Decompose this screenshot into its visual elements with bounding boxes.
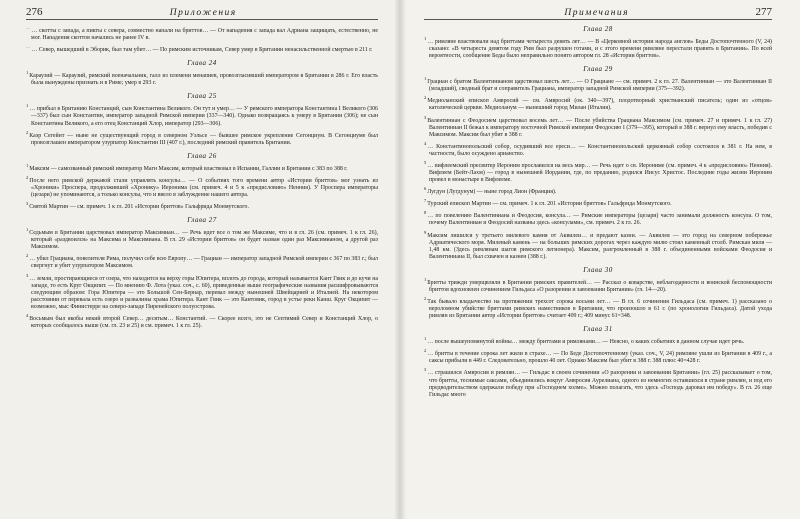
footnote-text: Лугдун (Лугдунум) — ныне город Лион (Франция). <box>427 189 557 196</box>
footnote-text: Медиоланский епископ Амвросий — см. Амвросий (ок. 340—397), плодотворный христианский писатель; один из «отцов» католической церкви. Медиоланум — нынешний город Милан (Италия). <box>427 98 772 112</box>
chapter-heading: Глава 27 <box>187 216 217 225</box>
footnote-number: 3 <box>26 201 29 207</box>
footnote <box>26 102 378 127</box>
footnote-number: 1 <box>424 76 427 82</box>
footnote-number: 4 <box>26 313 29 318</box>
left-page-number: 276 <box>26 6 43 18</box>
chapter-heading: Глава 26 <box>187 151 217 160</box>
footnote-text: … Север, вышедший в Эборик, был там убит… — По римским источникам, Север умер в Британии ненасильственной смертью в 211 г. <box>31 47 373 54</box>
footnote <box>424 94 772 112</box>
footnote-text: … по повелению Валентиниана и Феодосия, консула… — Римские императоры (цезари) часто занимали должность консула. О том, почему Валентиниан и Феодосий названы здесь «консулами», см. примеч. 2 к гл. 26. <box>427 213 772 227</box>
footnote-number: 2 <box>26 129 29 135</box>
footnote-text: … прибыл в Британию Констанций, сын Константина Великого. Он тут и умер… — У римского императора Константина I Великого (306—337) был сын Константин, император западной Римской империи (337—340). Однако возвращаясь к умеру в Британии (306); не сын Константина Великого, а его отец Констанций Хлор, император (293—306). <box>29 106 378 127</box>
footnote-text: Грациан с братом Валентинианом царствовал шесть лет… — О Грациане — см. примеч. 2 к гл. 27. Валентиниан — это Валентиниан II (младший), сводный брат и соправитель Грациана, император западной Римской империи (375—392). <box>427 79 772 93</box>
footnote-text: Максим — самозванный римский император Магн Максим, который властвовал в Испании, Галлии и Британии с 383 по 388 г. <box>29 165 348 172</box>
footnote-text: … после вышеупомянутой войны… между бриттами и римлянами… — Неясно, о каких событиях в данном случае идет речь. <box>427 339 745 346</box>
footnote-text: После него римской державой стали управлять консулы… — О событиях того времени автор «Истории бриттов» мог узнать из «Хроники» Проспера, продолжившей «Хронику» Иеронима (см. примеч. 4 и 5 к «предисловию» Ненния). У Проспера императоры (цезари) не упоминаются, а только консулы, что и ввело в заблуждение нашего автора. <box>29 177 378 198</box>
footnote-number: 3 <box>424 114 427 120</box>
footnote <box>26 162 378 173</box>
footnote-number: 6 <box>424 186 427 192</box>
footnote-number: 1 <box>26 227 29 233</box>
chapter-heading: Глава 30 <box>583 265 613 274</box>
footnote-number: 3 <box>26 272 29 278</box>
footnote <box>424 335 772 346</box>
footnote <box>424 35 772 60</box>
footnote-number: 5 <box>424 159 427 165</box>
footnote-number: 4 <box>424 140 427 146</box>
footnote <box>424 197 772 208</box>
footnote-text: Восьмым был якобы некий второй Север… десятым… Константий. — Скорее всего, это не Септимий Север и Констанций Хлор, о которых сообщалось выше (см. гл. 23 и 25) и см. примеч. 1 к гл. 25). <box>29 315 378 330</box>
footnote-number: 7 <box>424 198 427 204</box>
footnote-text: … Константинопольский собор, осудивший все ереси… — Константинопольский церковный собор состоялся в 381 г. На нем, в частности, было осуждено арианство. <box>427 143 772 157</box>
footnote <box>26 69 378 87</box>
footnote <box>424 209 772 227</box>
footnote <box>424 114 772 139</box>
footnote <box>26 272 378 311</box>
footnote-number: 1 <box>26 103 29 109</box>
footnote-text: Седьмым в Британии царствовал император Максимиан… — Речь идет все о том же Максиме, что и в гл. 26 (см. примеч. 1 к гл. 26), который «раздвоился» на Максима и Максимиана. В гл. 29 «Истории бриттов» он будет назван один раз Максимианом, а другой раз Максимом. <box>29 230 378 251</box>
footnote <box>424 295 772 320</box>
footnote-number: 2 <box>424 296 427 301</box>
footnote-number: 2 <box>26 253 29 259</box>
footnote-text: Караузий — Караузий, римский военачальник, галл из племени менапиев, провозгласивший императором в Британии в 286 г. Его власть была вынуждены признать и в Риме; умер в 293 г. <box>29 73 378 87</box>
footnote <box>26 252 378 270</box>
footnote-text: Турский епископ Мартин — см. примеч. 1 к гл. 201 «Истории бриттов» Гальфрида Монмутского. <box>427 201 672 208</box>
footnote-text: Бритты трижди умерщвляли в Британии римских правителей… — Рассказ о коварстве, неблагодарности и воинской беспомощности бриттов вдохновлен сочинением Гильдаса «О разорении и завоевании Британии» (гл. 14—20). <box>427 279 772 293</box>
book-gutter <box>394 0 406 519</box>
footnote <box>26 200 378 211</box>
footnote-number: 2 <box>424 348 427 354</box>
footnote <box>26 226 378 251</box>
footnote-text: Так бывало владычество на протяжении трехсот сорока восьми лет… — В гл. 6 сочинения Гильдаса (см. примеч. 1) рассказано о вероломном убийстве бриттами римских наместников в Британии, что произошло в 61 г. (по хронологии Гильдаса). Датой ухода римлян из Британии автор «Истории бриттов» считает 409 г.; 409 минус 61=348. <box>427 298 772 320</box>
footnote-text: … скотты с запада, а пикты с севера, совместно напали на бриттов… — От нападения с запада вал Адриана защищать, естественно, не мог. Нападения скоттов начались не ранее IV в. <box>31 27 378 42</box>
left-page-header <box>26 6 378 20</box>
footnote-number: … <box>26 25 31 30</box>
chapter-heading: Глава 29 <box>583 65 613 74</box>
footnote-text: … земли, простирающиеся от озера, что находится на верху горы Юпитера, вплоть до города, который называется Кант Гвик и до кучи на западе, то есть Круг Окципит. — По мнению Ф. Лота (указ. соч., с. 60), приведенные выше географические названия расшифровываются следующим образом: Гора Юпитера — это Большой Сен-Бернар, перевал между нынешней Швейцарией и Италией. На некотором расстоянии от перевала есть озеро и развалины храма Юпитера. Кант Гвик — это Кантовик, город в устье реки Канш. Круг Окципит — возможно, мыс Финистерре на северо-западе Пиренейского полуострова. <box>29 275 378 310</box>
footnote-text: Валентиниан с Феодосием царствовал восемь лет… — После убийства Грациана Максимом (см. примеч. 27 и примеч. 1 к гл. 27) Валентиниан II бежал к императору восточной Римской империи Феодосию I (379—395), который в 388 г. вернул ему власть, победив с Максимом. Максим был убит в 388 г. <box>427 117 772 138</box>
left-page-content <box>26 24 378 330</box>
right-page-number: 277 <box>755 6 772 18</box>
footnote-number: 1 <box>26 70 29 76</box>
footnote <box>424 347 772 365</box>
footnote-text: … бритты в течение сорока лет жили в страхе… — По Беде Достопочтенному (указ. соч., V, 24) римляне ушли из Британии в 409 г., а саксы прибыли в 449 г. Следовательно, прошло 40 лет. Однако Максим был убит в 388 г. 388 плюс 40=428 г. <box>427 351 772 365</box>
right-page-header <box>424 6 772 20</box>
footnote-text: Максим лишился у третьего милевого камня от Аквилеи… и предают казни. — Аквилея — это город на северном побережье Адриатического моря. Милевый камень — на больших римских дорогах через каждую милю стоял каменный столб. Римская миля — 1,48 км. (Здесь римлянам шагов римского легионера). Максим, разгромленный в 388 г. объединенными войсками Феодосия и Валентиниана II, был схвачен и казнен (388 г.). <box>427 232 772 260</box>
footnote-text: … вифлеемский пресвитер Иероним прославился на весь мир… — Речь идет о св. Иерониме (см. примеч. 4 к «предисловию» Ненния). Вифлеем (Бейт-Лахм) — город в нынешней Иордании, где, по преданию, родился Иисус Христос. Последние годы жизни Иероним провел в монастыре в Вифлееме. <box>427 162 772 184</box>
chapter-heading: Глава 24 <box>187 59 217 68</box>
footnote <box>26 312 378 330</box>
footnote-text: … римляне властвовали над бриттами четыреста девять лет… — В «Церковной истории народа англов» Беды Достопочтенного (V, 24) сказано: «В четыреста девятом году Рим был разрушен готами, и с этого времени римляне перестали править в Британии». По всей вероятности, сообщение Беды было неправильно понято автором гл. 28 «Истории бриттов». <box>427 38 772 60</box>
left-running-title: Приложения <box>169 8 237 18</box>
footnote <box>26 24 378 42</box>
right-page <box>400 0 800 519</box>
footnote-number: 1 <box>424 36 427 41</box>
footnote-number: 8 <box>424 210 427 216</box>
footnote <box>26 174 378 199</box>
footnote <box>26 129 378 147</box>
footnote-number: … <box>26 44 31 50</box>
footnote-text: … убил Грациана, повелителя Рима, получил себе всю Европу… — Грациан — император западной Римской империи с 367 по 383 г.; был свергнут и убит узурпатором Максимом. <box>29 256 378 270</box>
footnote-number: 1 <box>26 162 29 168</box>
footnote <box>424 229 772 261</box>
footnote-number: 9 <box>424 229 427 235</box>
chapter-heading: Глава 31 <box>583 325 613 334</box>
footnote-number: 3 <box>424 367 427 373</box>
footnote <box>424 185 772 196</box>
footnote <box>26 43 378 54</box>
footnote-text: Святой Мартин — см. примеч. 1 к гл. 201 «Истории бриттов» Гальфрида Монмутского. <box>29 204 249 211</box>
right-page-content <box>424 25 772 399</box>
footnote <box>424 366 772 398</box>
footnote-number: 2 <box>26 174 29 180</box>
footnote <box>424 159 772 184</box>
footnote-number: 1 <box>424 336 427 342</box>
footnote <box>424 75 772 93</box>
footnote-number: 2 <box>424 95 427 101</box>
footnote-number: 1 <box>424 276 427 282</box>
footnote-text: … страшился Амвросия и римлян… — Гильдас в своем сочинении «О разорении и завоевании Британии» (гл. 25) рассказывает о том, что бритты, теснимые саксами, объединились вокруг Амвросия Аурелиана, одного из немногих оставшихся в стране римлян, и под его предводительством одержали победу при «Господнем холме». Можно полагать, что здесь «Господь даровал им победу». В гл. 26 еще Гильдас много <box>427 370 772 398</box>
right-running-title: Примечания <box>564 8 630 18</box>
chapter-heading: Глава 25 <box>187 92 217 101</box>
chapter-heading: Глава 28 <box>583 25 613 33</box>
footnote-text: Каэр Сегейнт — ныне не существующий город в северном Уэльсе — бывшее римское укрепление Сегонциум. В Сегонциуме был провозглашен императором узурпатор Константин III (407 г.), последний римский правитель Британии. <box>29 132 378 146</box>
footnote <box>424 276 772 294</box>
footnote <box>424 140 772 158</box>
